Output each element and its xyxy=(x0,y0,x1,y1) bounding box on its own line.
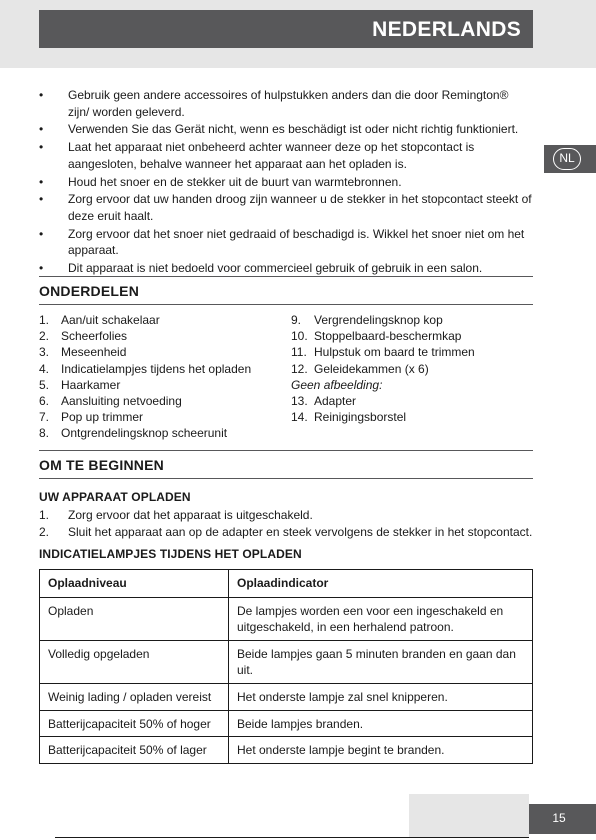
warning-item: • Gebruik geen andere accessoires of hulpstukken anders dan die door Remington® zijn/ worden geleverd. xyxy=(39,87,533,120)
parts-list-left xyxy=(39,312,289,442)
footer-band xyxy=(409,794,529,838)
part-item: 14. Reinigingsborstel xyxy=(291,410,407,425)
language-header-bar xyxy=(39,10,533,48)
part-item: 2. Scheerfolies xyxy=(39,329,128,344)
table-cell: Weinig lading / opladen vereist xyxy=(40,683,229,710)
part-item: 13. Adapter xyxy=(291,394,357,409)
part-item: 1. Aan/uit schakelaar xyxy=(39,313,160,327)
warning-item: • Verwenden Sie das Gerät nicht, wenn es beschädigt ist oder nicht richtig funktioniert. xyxy=(39,121,533,138)
table-row xyxy=(40,597,533,640)
not-shown-label: Geen afbeelding: xyxy=(291,377,383,392)
language-title: NEDERLANDS xyxy=(372,18,521,41)
table-cell: Beide lampjes gaan 5 minuten branden en gaan dan uit. xyxy=(229,640,533,683)
part-item: 5. Haarkamer xyxy=(39,377,121,392)
parts-list-right xyxy=(291,312,531,425)
table-cell: Beide lampjes branden. xyxy=(229,710,533,737)
part-item: 10. Stoppelbaard-beschermkap xyxy=(291,329,462,344)
bottom-divider xyxy=(55,837,529,838)
part-item: 11. Hulpstuk om baard te trimmen xyxy=(291,345,475,360)
step-item: 1. Zorg ervoor dat het apparaat is uitgeschakeld. xyxy=(39,508,313,522)
warning-item: • Zorg ervoor dat uw handen droog zijn wanneer u de stekker in het stopcontact steekt of deze eruit haalt. xyxy=(39,191,533,224)
table-row xyxy=(40,683,533,710)
part-item: 12. Geleidekammen (x 6) xyxy=(291,361,429,376)
warning-item: • Laat het apparaat niet onbeheerd achter wanneer deze op het stopcontact is aangesloten, behalve wanneer het apparaat aan het opladen is. xyxy=(39,139,533,172)
part-item: 6. Aansluiting netvoeding xyxy=(39,394,182,409)
page-number: 15 xyxy=(552,811,566,825)
getting-started-heading: OM TE BEGINNEN xyxy=(39,450,533,479)
charging-steps-list xyxy=(39,507,533,540)
table-cell: Het onderste lampje zal snel knipperen. xyxy=(229,683,533,710)
part-item: 9. Vergrendelingsknop kop xyxy=(291,313,443,327)
table-row xyxy=(40,710,533,737)
table-cell: Batterijcapaciteit 50% of lager xyxy=(40,737,229,764)
safety-warnings-list xyxy=(39,87,533,278)
column-header-level: Oplaadniveau xyxy=(40,570,229,598)
warning-item: • Zorg ervoor dat het snoer niet gedraaid of beschadigd is. Wikkel het snoer niet om het apparaat. xyxy=(39,226,533,259)
language-side-tab xyxy=(544,145,596,173)
indicator-subheading: INDICATIELAMPJES TIJDENS HET OPLADEN xyxy=(39,547,302,561)
table-header-row xyxy=(40,570,533,598)
charging-subheading: UW APPARAAT OPLADEN xyxy=(39,490,191,504)
warning-item: • Houd het snoer en de stekker uit de buurt van warmtebronnen. xyxy=(39,174,533,191)
part-item: 7. Pop up trimmer xyxy=(39,410,144,425)
table-cell: Batterijcapaciteit 50% of hoger xyxy=(40,710,229,737)
charging-indicator-table xyxy=(39,569,533,764)
table-row xyxy=(40,640,533,683)
table-cell: Volledig opgeladen xyxy=(40,640,229,683)
step-item: 2. Sluit het apparaat aan op de adapter en steek vervolgens de stekker in het stopcontact. xyxy=(39,524,533,539)
table-cell: Het onderste lampje begint te branden. xyxy=(229,737,533,764)
table-cell: Opladen xyxy=(40,597,229,640)
parts-section-heading: ONDERDELEN xyxy=(39,276,533,305)
table-cell: De lampjes worden een voor een ingeschakeld en uitgeschakeld, in een herhalend patroon. xyxy=(229,597,533,640)
nl-language-badge: NL xyxy=(553,148,581,170)
part-item: 3. Meseenheid xyxy=(39,345,127,360)
part-item: 8. Ontgrendelingsknop scheerunit xyxy=(39,426,228,441)
warning-item: • Dit apparaat is niet bedoeld voor commercieel gebruik of gebruik in een salon. xyxy=(39,260,533,277)
part-item: 4. Indicatielampjes tijdens het opladen xyxy=(39,361,252,376)
page-number-box xyxy=(529,804,596,834)
table-row xyxy=(40,737,533,764)
column-header-indicator: Oplaadindicator xyxy=(229,570,533,598)
